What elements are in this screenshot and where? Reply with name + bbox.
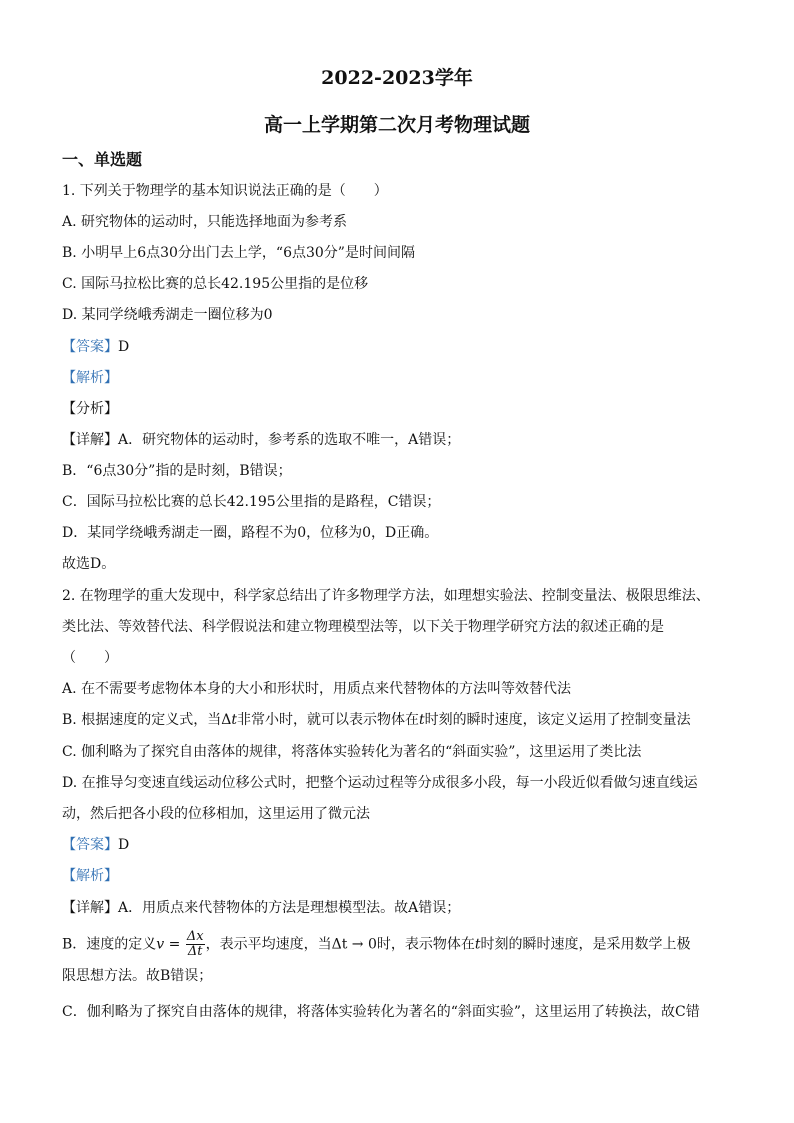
velocity-symbol: v	[156, 936, 165, 953]
q1-option-d: D. 某同学绕峨秀湖走一圈位移为0	[62, 307, 273, 323]
answer-tag: 【答案】	[62, 837, 118, 853]
q1-answer	[62, 337, 129, 357]
q2-detail-b-line-2: 限思想方法。故B错误；	[62, 968, 213, 984]
answer-tag: 【答案】	[62, 339, 118, 355]
q1-stem: 1. 下列关于物理学的基本知识说法正确的是（ ）	[62, 183, 388, 199]
q2-detail-a: 【详解】A．用质点来代替物体的方法是理想模型法。故A错误；	[62, 900, 461, 916]
q2-detail-b-line-1: B．速度的定义v = $\frac{\Delta x}{\Delta t}$ ，表示平均速度，当Δt → 0时，表示物体在t时刻的瞬时速度，是采用数学上极	[62, 929, 691, 959]
q2-option-d-line-2: 动，然后把各小段的位移相加，这里运用了微元法	[62, 806, 370, 822]
detail-tag: 【详解】	[62, 900, 118, 916]
section-heading: 一、单选题	[62, 150, 143, 169]
velocity-fraction: $\frac{\Delta x}{\Delta t}$	[186, 929, 204, 959]
q1-detail-d: D．某同学绕峨秀湖走一圈，路程不为0，位移为0，D正确。	[62, 525, 439, 541]
q2-analysis-tag: 【解析】	[62, 868, 118, 884]
document-title: 高一上学期第二次月考物理试题	[263, 114, 530, 136]
detail-tag: 【详解】	[62, 432, 118, 448]
q2-stem-line-2: 类比法、等效替代法、科学假说法和建立物理模型法等，以下关于物理学研究方法的叙述正确的是	[62, 619, 664, 635]
q2-stem-line-3: （ ）	[62, 650, 118, 666]
q1-detail-c: C．国际马拉松比赛的总长42.195公里指的是路程，C错误；	[62, 494, 441, 510]
answer-value: D	[118, 339, 130, 355]
q1-detail-a: 【详解】A．研究物体的运动时，参考系的选取不唯一，A错误；	[62, 432, 461, 448]
q2-detail-c: C．伽利略为了探究自由落体的规律，将落体实验转化为著名的“斜面实验”，这里运用了转换法，故C错	[62, 1004, 700, 1020]
q1-conclusion: 故选D。	[62, 556, 116, 572]
q1-fenxi-tag: 【分析】	[62, 401, 118, 417]
q1-option-c: C. 国际马拉松比赛的总长42.195公里指的是位移	[62, 276, 369, 292]
q1-detail-b: B．“6点30分”指的是时刻，B错误；	[62, 463, 292, 479]
q2-option-a: A. 在不需要考虑物体本身的大小和形状时，用质点来代替物体的方法叫等效替代法	[62, 681, 572, 697]
q2-answer	[62, 835, 129, 855]
q2-option-d-line-1: D. 在推导匀变速直线运动位移公式时，把整个运动过程等分成很多小段，每一小段近似看做匀速直线运	[62, 775, 698, 791]
q1-analysis-tag: 【解析】	[62, 370, 118, 386]
answer-value: D	[118, 837, 130, 853]
q2-option-c: C. 伽利略为了探究自由落体的规律，将落体实验转化为著名的“斜面实验”，这里运用了类比法	[62, 744, 642, 760]
q1-option-b: B. 小明早上6点30分出门去上学，“6点30分”是时间间隔	[62, 245, 415, 261]
q2-option-b: B. 根据速度的定义式，当Δt非常小时，就可以表示物体在t时刻的瞬时速度，该定义运用了控制变量法	[62, 712, 691, 728]
q2-stem-line-1: 2. 在物理学的重大发现中，科学家总结出了许多物理学方法，如理想实验法、控制变量法、极限思维法、	[62, 588, 710, 604]
q1-option-a: A. 研究物体的运动时，只能选择地面为参考系	[62, 214, 348, 230]
document-year: 2022-2023学年	[321, 67, 473, 89]
